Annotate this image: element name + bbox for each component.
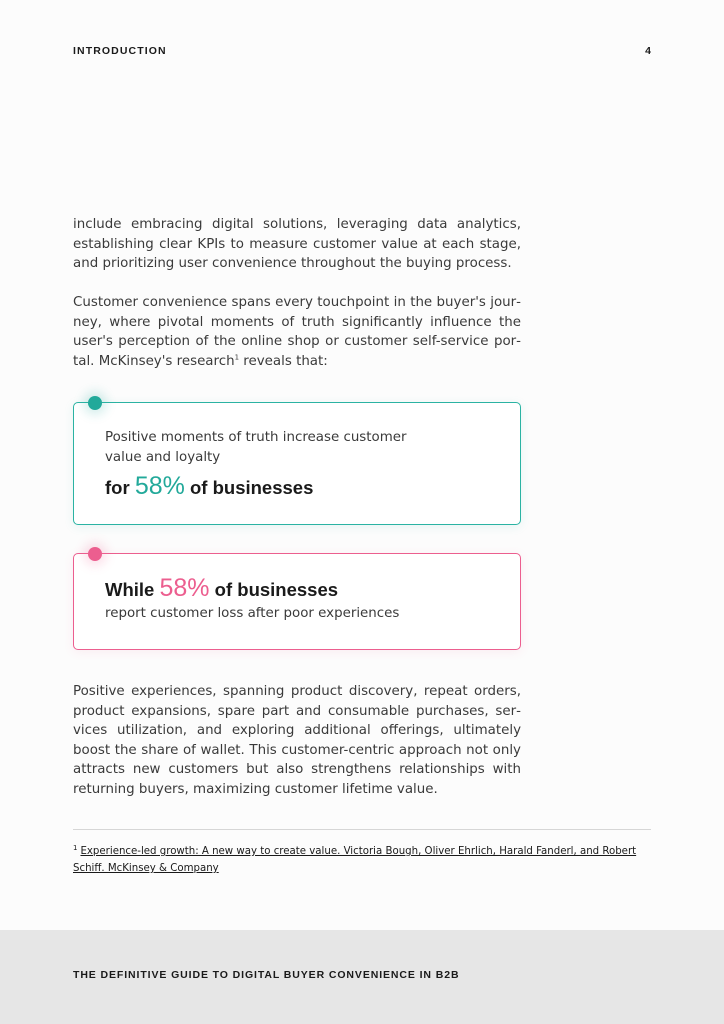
positive-stat-prefix: for xyxy=(105,477,130,498)
negative-callout-text: report customer loss after poor experiences xyxy=(105,606,400,621)
section-title: INTRODUCTION xyxy=(73,45,167,57)
positive-stat-line xyxy=(105,472,313,501)
body-paragraph-1: include embracing digital solutions, leveraging data analytics, establishing clear KPIs to measure customer value at each stage, and prioritizing user convenience throughout the buying process. xyxy=(73,217,521,271)
negative-stat-prefix: While xyxy=(105,579,155,600)
footnote-divider xyxy=(73,829,651,830)
positive-callout-text: Positive moments of truth increase customer value and loyalty xyxy=(105,430,407,465)
footnote-reference[interactable]: 1 xyxy=(234,353,240,362)
page-number: 4 xyxy=(645,45,651,57)
page-footer xyxy=(0,930,724,1024)
negative-stat-line xyxy=(105,574,338,603)
body-paragraph-3: Positive experiences, spanning product discovery, repeat orders, product expansions, spare part and consumable purchases, services utilization, and exploring additional offerings, ultimately boost the share of wallet. This customer-centric approach not only attracts new customers but also strengthens relationships with returning buyers, maximizing customer lifetime value. xyxy=(73,684,521,797)
body-paragraph-2 xyxy=(73,293,521,371)
pink-dot-icon xyxy=(88,547,102,561)
negative-stat-suffix: of businesses xyxy=(214,579,339,600)
paragraph-2-tail: reveals that: xyxy=(239,353,328,369)
negative-stat-value: 58% xyxy=(159,574,210,602)
positive-stat-callout xyxy=(73,402,521,525)
positive-stat-value: 58% xyxy=(134,472,185,500)
positive-stat-suffix: of businesses xyxy=(190,477,314,498)
teal-dot-icon xyxy=(88,396,102,410)
footer-title: THE DEFINITIVE GUIDE TO DIGITAL BUYER CONVENIENCE IN B2B xyxy=(73,969,460,981)
footnote-source-link[interactable]: Experience-led growth: A new way to create value. Victoria Bough, Oliver Ehrlich, Harald Fanderl, and Robert Schiff. McKinsey & Company xyxy=(73,846,637,874)
footnote-marker: 1 xyxy=(73,843,78,852)
paragraph-2-text: Customer convenience spans every touchpoint in the buyer's journey, where pivotal moments of truth significantly influence the user's perception of the online shop or customer self-service portal. McKinsey's research xyxy=(73,295,521,369)
footnote xyxy=(73,843,653,877)
negative-stat-callout xyxy=(73,553,521,650)
